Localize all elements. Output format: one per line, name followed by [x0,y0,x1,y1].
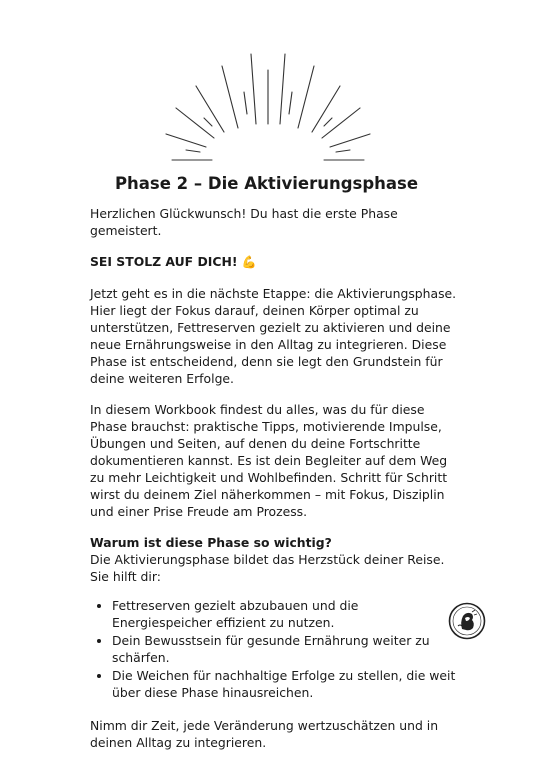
proud-text: SEI STOLZ AUF DICH! [90,254,238,269]
flexed-biceps-icon: 💪 [241,255,257,269]
document-body [90,205,458,765]
intro-paragraph: Jetzt geht es in die nächste Etappe: die Aktivierungsphase. Hier liegt der Fokus darauf, deinen Körper optimal zu unterstützen, Fettreserven gezielt zu aktivieren und deine neue Ernährungsweise in den Alltag zu integrieren. Diese Phase ist entscheidend, denn sie legt den Grundstein für deine weiteren Erfolge. [90,286,457,386]
list-item: • Fettreserven gezielt abzubauen und die Energiespeicher effizient zu nutzen. [112,597,458,631]
workbook-paragraph: In diesem Workbook findest du alles, was du für diese Phase brauchst: praktische Tipps, motivierende Impulse, Übungen und Seiten, auf denen du deine Fortschritte dokumentieren kannst. Es ist dein Begleiter auf dem Weg zu mehr Leichtigkeit und Wohlbefinden. Schritt für Schritt wirst du deinem Ziel näherkommen – mit Fokus, Disziplin und einer Prise Freude am Prozess. [90,402,448,519]
list-item: • Dein Bewusstsein für gesunde Ernährung weiter zu schärfen. [112,632,458,666]
closing-paragraph: Nimm dir Zeit, jede Veränderung wertzuschätzen und in deinen Alltag zu integrieren. [90,718,439,750]
why-text: Die Aktivierungsphase bildet das Herzstück deiner Reise. Sie hilft dir: [90,552,445,584]
page-title: Phase 2 – Die Aktivierungsphase [114,174,419,193]
congrats-paragraph: Herzlichen Glückwunsch! Du hast die erste Phase gemeistert. [90,206,398,238]
benefits-list [90,597,458,701]
brand-logo-icon [448,602,486,640]
list-item: • Die Weichen für nachhaltige Erfolge zu stellen, die weit über diese Phase hinausreichen. [112,667,458,701]
proud-line [90,253,458,271]
sunburst-icon [160,52,376,164]
why-heading: Warum ist diese Phase so wichtig? [90,535,332,550]
